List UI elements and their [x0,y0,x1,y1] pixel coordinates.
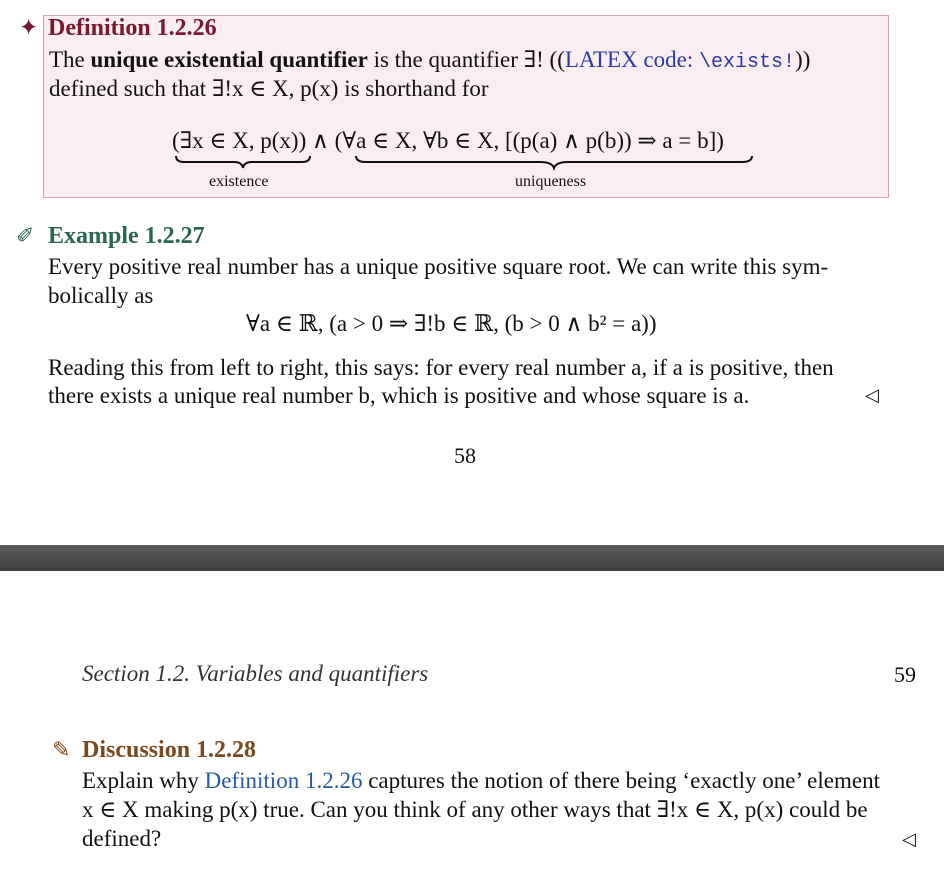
page-number-58: 58 [454,443,476,468]
pencil-icon: ✐ [16,223,35,248]
existence-label: existence [209,173,269,190]
latex-code: \exists! [699,51,796,74]
section-header: Section 1.2. Variables and quantifiers [82,661,429,686]
definition-line-1: The unique existential quantifier is the quantifier ∃! ((LATEX code: \exists!)) [49,47,811,74]
latex-code-label: LATEX code: [564,47,700,72]
definition-link[interactable]: Definition 1.2.26 [204,768,363,793]
uniqueness-brace [356,156,752,168]
discussion-line-3: defined? [82,826,162,851]
end-of-example-icon: ◁ [865,385,879,405]
page-divider [0,545,944,571]
example-title: Example 1.2.27 [48,223,205,249]
page-number-59: 59 [894,662,916,687]
star-icon: ✦ [19,15,39,40]
discussion-line-2: x ∈ X making p(x) true. Can you think of any other ways that ∃!x ∈ X, p(x) could be [82,797,868,822]
underbraces [170,152,770,172]
existence-brace [176,156,310,168]
formula-and: ∧ [312,128,329,153]
example-para2-line2: there exists a unique real number b, which is positive and whose square is a. [48,383,750,408]
discussion-line-1: Explain why Definition 1.2.26 captures the notion of there being ‘exactly one’ element [82,768,880,793]
end-of-discussion-icon: ◁ [902,829,916,849]
formula-uniqueness: (∀a ∈ X, ∀b ∈ X, [(p(a) ∧ p(b)) ⇒ a = b]) [334,128,724,153]
pencil-icon: ✎ [52,737,71,762]
definition-title: Definition 1.2.26 [48,15,217,41]
example-para1-line2: bolically as [48,283,154,308]
formula-existence: (∃x ∈ X, p(x)) [172,128,307,153]
definition-line-2: defined such that ∃!x ∈ X, p(x) is shorthand for [49,76,489,101]
definition-term: unique existential quantifier [90,47,368,72]
example-formula: ∀a ∈ ℝ, (a > 0 ⇒ ∃!b ∈ ℝ, (b > 0 ∧ b² = a)) [246,311,657,336]
uniqueness-label: uniqueness [515,173,587,190]
discussion-title: Discussion 1.2.28 [82,737,257,763]
example-para1-line1: Every positive real number has a unique positive square root. We can write this sym- [48,254,829,279]
definition-formula [172,126,724,155]
example-para2-line1: Reading this from left to right, this says: for every real number a, if a is positive, then [48,355,834,380]
